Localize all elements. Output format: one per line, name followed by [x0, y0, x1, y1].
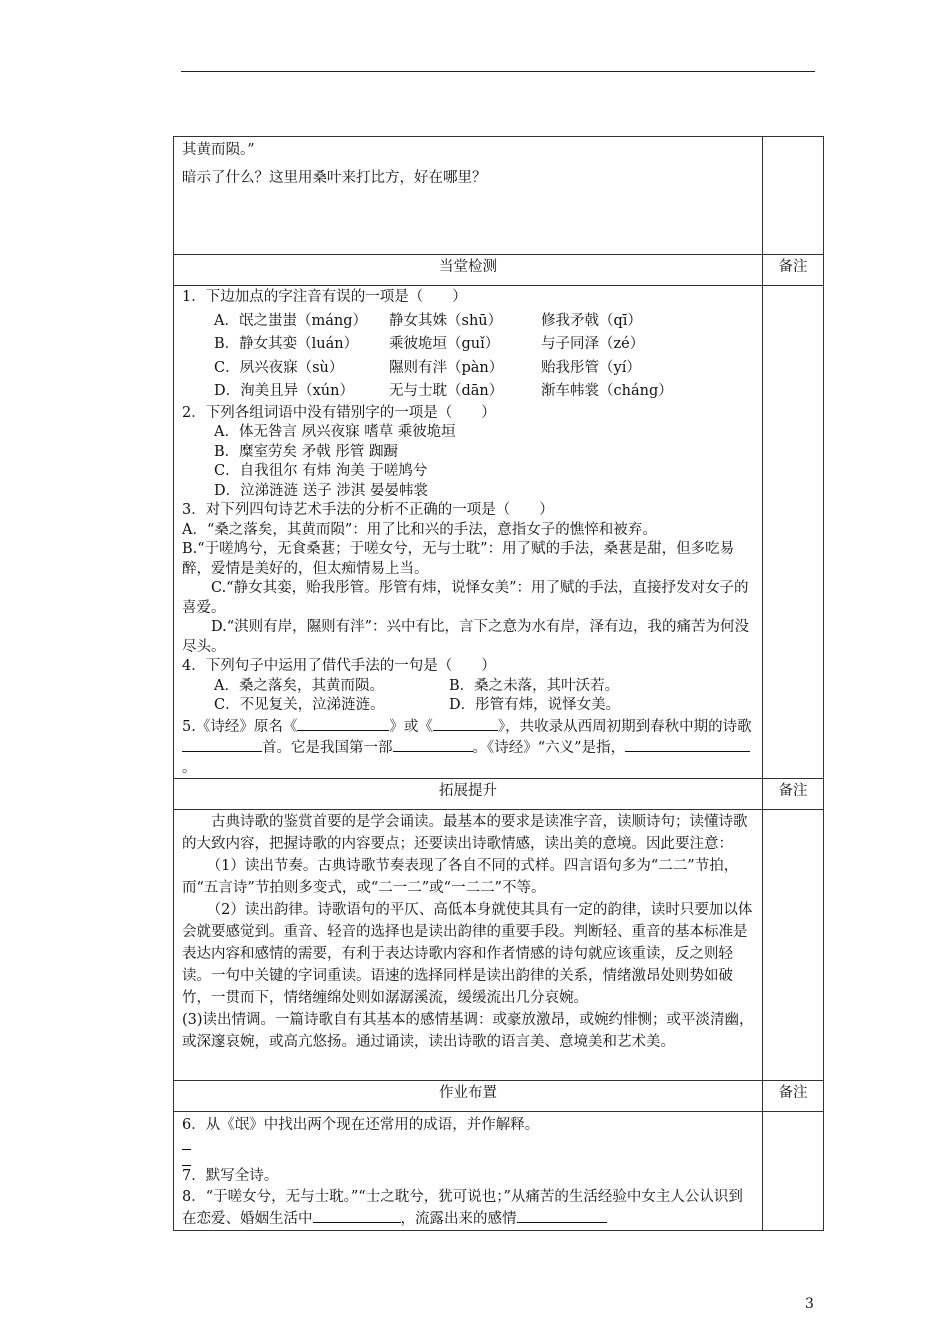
q1-option-b: B．静女其娈（luán） 乘彼垝垣（guǐ） 与子同泽（zé）: [214, 336, 645, 352]
section2-title: 拓展提升: [174, 779, 763, 810]
q4-option-b: B．桑之未落，其叶沃若。: [449, 677, 620, 694]
section2-para-3: （2）读出韵律。诗歌语句的平仄、高低本身就使其具有一定的韵律，读时只要加以体会就要感觉到。重音、轻音的选择也是读出韵律的重要手段。判断轻、重音的基本标准是表达内容和感情的需要，有利于表达诗歌内容和作者情感的诗句就应该重读，反之则轻读。一句中关键的字词重读。语速的选择同样是读出韵律的关系，情绪激昂处则势如破竹，一贯而下，情绪缠绵处则如潺潺溪流，缓缓流出几分哀婉。: [182, 902, 753, 1006]
page-number: 3: [805, 1296, 814, 1312]
q6-answer-blank-2[interactable]: [182, 1153, 191, 1166]
q3-option-d: D.“淇则有岸，隰则有泮”：兴中有比，言下之意为水有岸，泽有边，我的痛苦为何没尽头。: [182, 619, 750, 655]
q3-option-c: C.“静女其娈，贻我彤管。彤管有炜，说怿女美”：用了赋的手法，直接抒发对女子的喜爱。: [182, 580, 749, 616]
q1-stem: 1．下边加点的字注音有误的一项是（ ）: [182, 289, 467, 305]
section3-row: [174, 1112, 824, 1231]
section2-header: [174, 779, 824, 810]
section2-notes-cell: [763, 810, 824, 1081]
section2-notes-label: 备注: [763, 779, 824, 810]
top-line-1: 其黄而陨。”: [182, 142, 255, 158]
q1-option-a: A．氓之蚩蚩（máng） 静女其姝（shū） 修我矛戟（qī）: [214, 312, 642, 329]
q5-blank-5[interactable]: [625, 737, 750, 752]
q5-blank-2[interactable]: [433, 716, 498, 731]
section3-header: [174, 1081, 824, 1112]
q6-text: 6．从《氓》中找出两个现在还常用的成语，并作解释。: [182, 1117, 540, 1133]
lesson-table: [173, 136, 824, 1231]
q6-answer-blank-1[interactable]: [182, 1137, 191, 1150]
q4-option-d: D．彤管有炜，说怿女美。: [449, 697, 621, 713]
q5-text: 5.《诗经》原名《 》或《 》，共收录从西周初期到春秋中期的诗歌首。它是我国第一部 。《诗经》“六义”是指，。: [182, 716, 754, 779]
top-line-2: 暗示了什么？这里用桑叶来打比方，好在哪里？: [182, 169, 487, 186]
q4-option-a: A．桑之落矣，其黄而陨。: [214, 677, 384, 694]
header-rule: [181, 71, 815, 72]
section3-title: 作业布置: [174, 1081, 763, 1112]
section1-title: 当堂检测: [174, 255, 763, 286]
q2-option-c: C．自我徂尔 有炜 洵美 于嗟鸠兮: [214, 463, 428, 479]
section3-content-cell: [174, 1112, 763, 1231]
section2-row: [174, 810, 824, 1081]
q8-blank-2[interactable]: [517, 1208, 607, 1223]
top-row: [174, 137, 824, 255]
q3-option-a: A．“桑之落矣，其黄而陨”：用了比和兴的手法，意指女子的憔悴和被弃。: [182, 521, 657, 538]
section1-notes-label: 备注: [763, 255, 824, 286]
section1-notes-cell: [763, 286, 824, 779]
top-notes-cell: [763, 137, 824, 255]
section2-content-cell: [174, 810, 763, 1081]
section2-para-1: 古典诗歌的鉴赏首要的是学会诵读。最基本的要求是读准字音，读顺诗句；读懂诗歌的大致内容，把握诗歌的内容要点；还要读出诗歌情感，读出美的意境。因此要注意：: [182, 814, 748, 852]
section2-para-4: (3)读出情调。一篇诗歌自有其基本的感情基调：或豪放激昂，或婉约悱恻；或平淡清幽，或深邃哀婉，或高亢悠扬。通过诵读，读出诗歌的语言美、意境美和艺术美。: [182, 1012, 754, 1050]
q2-option-d: D．泣涕涟涟 送子 涉淇 晏晏帏裳: [214, 482, 428, 499]
q1-option-c: C．夙兴夜寐（sù） 隰则有泮（pàn） 贻我彤管（yí）: [214, 359, 641, 376]
section1-header: [174, 255, 824, 286]
q2-option-a: A．体无咎言 夙兴夜寐 嗜草 乘彼垝垣: [214, 424, 456, 440]
q7-text: 7．默写全诗。: [182, 1168, 279, 1184]
q1-option-d: D．洵美且异（xún） 无与士耽（dān） 渐车帏裳（cháng）: [214, 383, 673, 399]
q4-stem: 4．下列句子中运用了借代手法的一句是（ ）: [182, 658, 496, 674]
q4-option-c: C．不见复关，泣涕涟涟。: [214, 697, 385, 713]
section3-notes-cell: [763, 1112, 824, 1231]
section1-row: [174, 286, 824, 779]
section1-content-cell: [174, 286, 763, 779]
q8-blank-1[interactable]: [313, 1208, 401, 1223]
top-content-cell: [174, 137, 763, 255]
q8-text: 8．“于嗟女兮，无与士耽。”“士之耽兮，犹可说也；”从痛苦的生活经验中女主人公认识到在恋爱、婚姻生活中 ，流露出来的感情: [182, 1189, 743, 1227]
q5-blank-1[interactable]: [297, 716, 389, 731]
q3-option-b: B.“于嗟鸠兮，无食桑葚；于嗟女兮，无与士耽”：用了赋的手法，桑葚是甜，但多吃易醉，爱情是美好的，但太痴情易上当。: [182, 541, 735, 577]
q5-blank-3[interactable]: [182, 737, 262, 752]
q5-blank-4[interactable]: [393, 737, 473, 752]
q1-options: [182, 310, 754, 404]
q3-stem: 3．对下列四句诗艺术手法的分析不正确的一项是（ ）: [182, 502, 554, 518]
section3-notes-label: 备注: [763, 1081, 824, 1112]
section2-para-2: （1）读出节奏。古典诗歌节奏表现了各自不同的式样。四言语句多为“二二”节拍，而“五言诗”节拍则多变式，或“二一二”或“一二二”不等。: [182, 858, 739, 896]
q2-option-b: B．糜室劳矣 矛戟 彤管 踟蹰: [214, 443, 398, 460]
q2-stem: 2．下列各组词语中没有错别字的一项是（ ）: [182, 404, 496, 421]
